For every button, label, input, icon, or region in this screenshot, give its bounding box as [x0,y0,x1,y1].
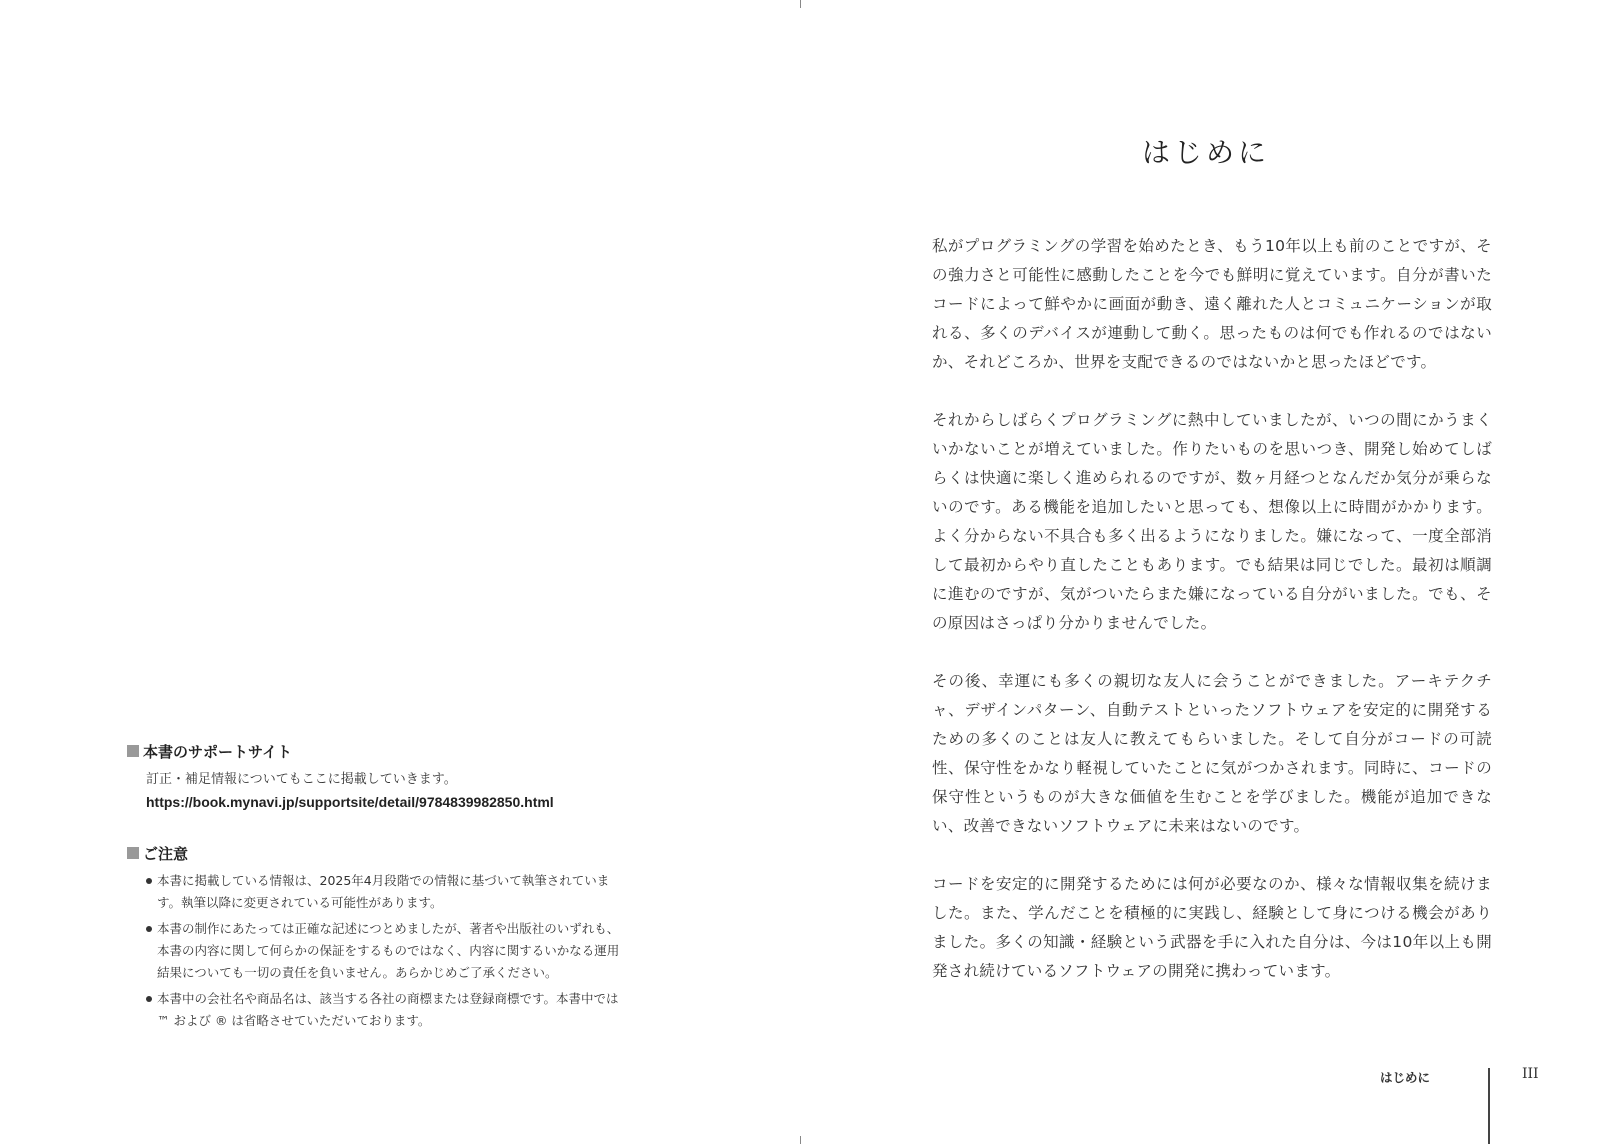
notice-list [128,870,648,1032]
notice-item [128,870,627,914]
right-page [800,0,1600,1144]
paragraph: その後、幸運にも多くの親切な友人に会うことができました。アーキテクチャ、デザインパターン、自動テストといったソフトウェアを安定的に開発するための多くのことは友人に教えてもらいました。そして自分がコードの可読性、保守性をかなり軽視していたことに気がつかされます。同時に、コードの保守性というものが大きな価値を生むことを学びました。機能が追加できない、改善できないソフトウェアに未来はないのです。 [932,672,1492,835]
notice-item [128,988,627,1032]
notice-heading-text: ご注意 [143,844,189,863]
notice-item-text: 本書中の会社名や商品名は、該当する各社の商標または登録商標です。本書中では ™ および ® は省略させていただいております。 [157,991,619,1028]
chapter-title: はじめに [1141,135,1270,169]
running-head: はじめに [1380,1070,1431,1085]
support-site-url[interactable]: https://book.mynavi.jp/supportsite/detail/9784839982850.html [146,794,554,810]
square-marker-icon [127,847,139,859]
paragraph: それからしばらくプログラミングに熱中していましたが、いつの間にかうまくいかないことが増えていました。作りたいものを思いつき、開発し始めてしばらくは快適に楽しく進められるのですが、数ヶ月経つとなんだか気分が乗らないのです。ある機能を追加したいと思っても、想像以上に時間がかかります。よく分からない不具合も多く出るようになりました。嫌になって、一度全部消して最初からやり直したこともあります。でも結果は同じでした。最初は順調に進むのですが、気がついたらまた嫌になっている自分がいました。でも、その原因はさっぱり分かりませんでした。 [932,411,1492,632]
support-site-description: 訂正・補足情報についてもここに掲載していきます。 [146,772,457,787]
notice-heading [127,842,648,864]
paragraph: 私がプログラミングの学習を始めたとき、もう10年以上も前のことですが、その強力さと可能性に感動したことを今でも鮮明に覚えています。自分が書いたコードによって鮮やかに画面が動き、遠く離れた人とコミュニケーションが取れる、多くのデバイスが連動して動く。思ったものは何でも作れるのではないか、それどころか、世界を支配できるのではないかと思ったほどです。 [932,237,1492,371]
body-text [932,232,1492,1015]
footer-divider [1488,1068,1490,1144]
support-site-section [128,740,648,812]
paragraph: コードを安定的に開発するためには何が必要なのか、様々な情報収集を続けました。また、学んだことを積極的に実践し、経験として身につける機会がありました。多くの知識・経験という武器を手に入れた自分は、今は10年以上も開発され続けているソフトウェアの開発に携わっています。 [932,875,1492,980]
page-number: III [1522,1066,1539,1082]
notice-item [128,918,627,984]
square-marker-icon [127,745,139,757]
bullet-icon [146,926,152,932]
support-site-heading-text: 本書のサポートサイト [143,742,292,761]
support-site-heading [127,740,648,762]
notice-section [128,842,648,1036]
notice-item-text: 本書の制作にあたっては正確な記述につとめましたが、著者や出版社のいずれも、本書の内容に関して何らかの保証をするものではなく、内容に関するいかなる運用結果についても一切の責任を負いません。あらかじめご了承ください。 [157,921,620,980]
bullet-icon [146,996,152,1002]
bullet-icon [146,878,152,884]
notice-item-text: 本書に掲載している情報は、2025年4月段階での情報に基づいて執筆されています。執筆以降に変更されている可能性があります。 [157,873,610,910]
